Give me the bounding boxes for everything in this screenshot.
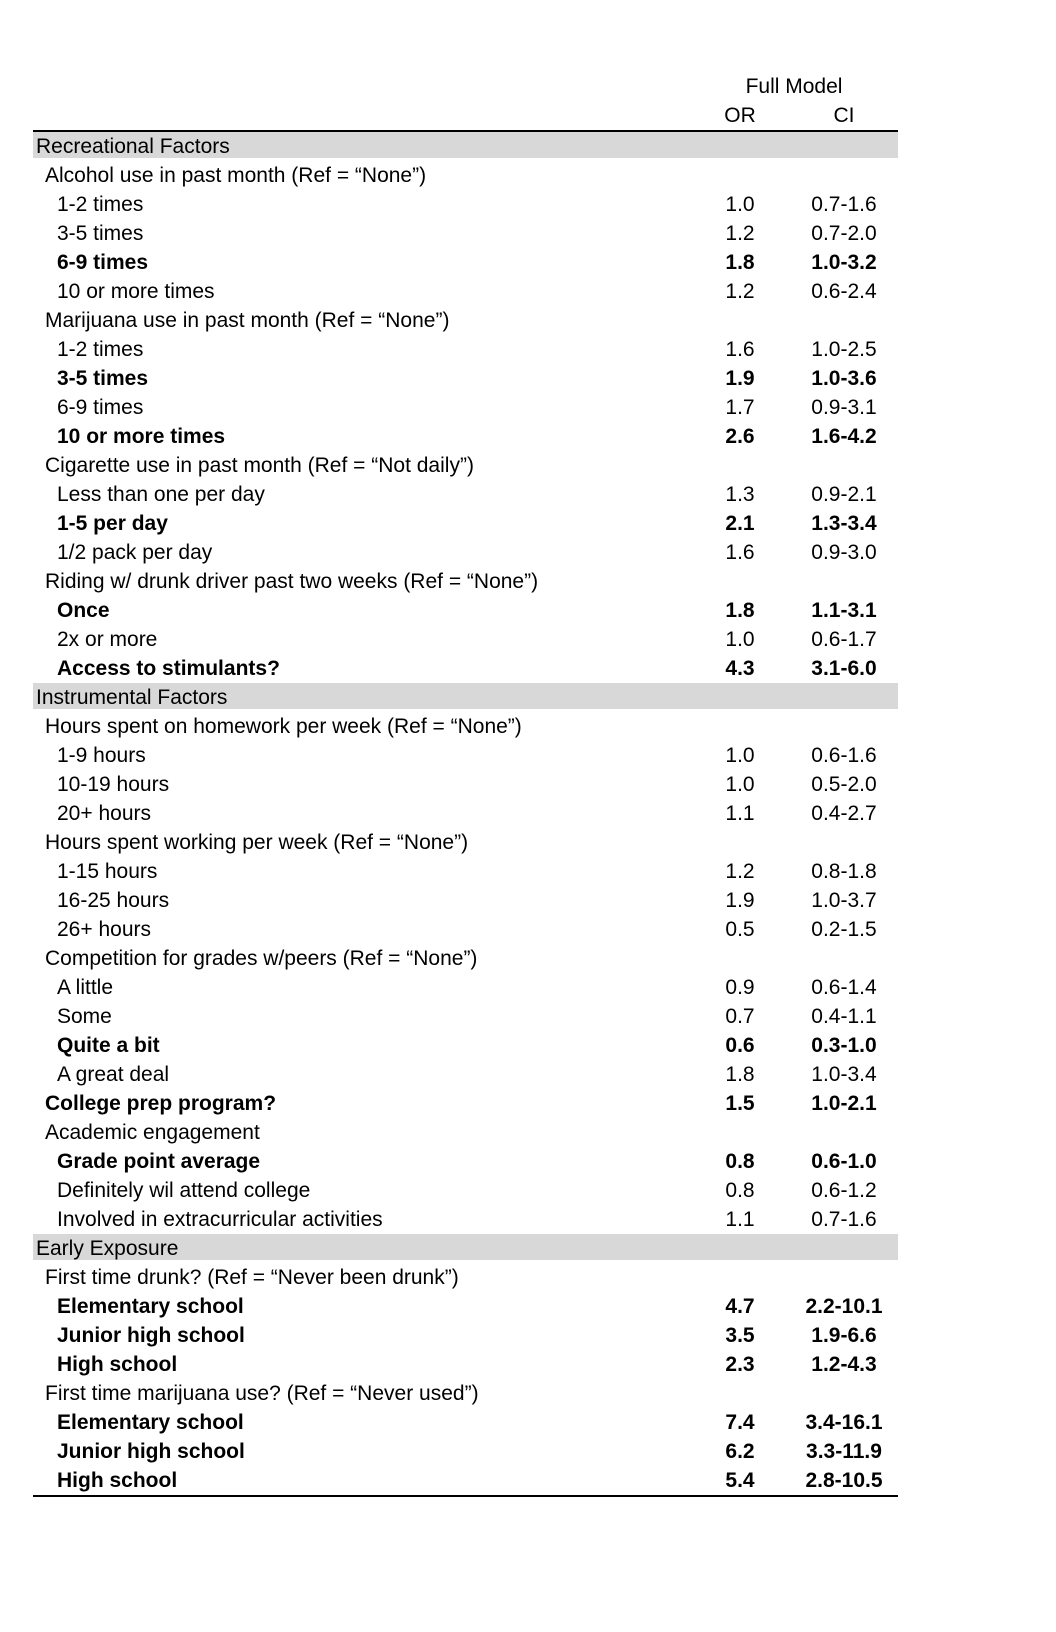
or-value: 0.7 [725, 1004, 755, 1028]
or-value: 1.9 [725, 888, 755, 912]
row-label: 1-2 times [57, 337, 144, 361]
row-label: Definitely wil attend college [57, 1178, 311, 1202]
row-label: 2x or more [57, 627, 158, 651]
row-label: Junior high school [57, 1323, 245, 1347]
table-row [33, 1205, 898, 1234]
table-row [33, 712, 898, 741]
ci-value: 1.0-2.5 [811, 337, 877, 361]
row-label: 1/2 pack per day [57, 540, 213, 564]
table-row [33, 1147, 898, 1176]
row-label: Involved in extracurricular activities [57, 1207, 383, 1231]
ci-value: 3.1-6.0 [811, 656, 877, 680]
full-model-odds-ratio-table [33, 72, 898, 1497]
or-value: 0.8 [725, 1178, 755, 1202]
table-row [33, 799, 898, 828]
ci-value: 1.1-3.1 [811, 598, 877, 622]
row-label: 10-19 hours [57, 772, 170, 796]
table-row [33, 1408, 898, 1437]
section-header-row [33, 683, 898, 712]
row-label: 20+ hours [57, 801, 151, 825]
table-row [33, 364, 898, 393]
row-label: Cigarette use in past month (Ref = “Not daily”) [45, 453, 474, 477]
ci-value: 1.0-3.7 [811, 888, 877, 912]
ci-value: 1.0-3.4 [811, 1062, 877, 1086]
table-row [33, 915, 898, 944]
row-label: 16-25 hours [57, 888, 170, 912]
or-value: 1.1 [725, 1207, 755, 1231]
row-label: Competition for grades w/peers (Ref = “None”) [45, 946, 478, 970]
or-value: 5.4 [725, 1468, 755, 1492]
or-value: 1.9 [725, 366, 755, 390]
table-row [33, 828, 898, 857]
table-row [33, 770, 898, 799]
row-label: Hours spent on homework per week (Ref = “None”) [45, 714, 522, 738]
or-value: 4.7 [725, 1294, 755, 1318]
row-label: 6-9 times [57, 250, 149, 274]
or-value: 0.9 [725, 975, 755, 999]
row-label: 1-9 hours [57, 743, 146, 767]
row-label: Hours spent working per week (Ref = “None”) [45, 830, 469, 854]
ci-value: 2.2-10.1 [805, 1294, 883, 1318]
row-label: Elementary school [57, 1294, 244, 1318]
table-row [33, 422, 898, 451]
or-value: 1.6 [725, 337, 755, 361]
or-value: 1.1 [725, 801, 755, 825]
table-row [33, 161, 898, 190]
table-row [33, 1466, 898, 1495]
table-row [33, 944, 898, 973]
ci-value: 0.8-1.8 [811, 859, 877, 883]
row-label: Once [57, 598, 110, 622]
row-label: 3-5 times [57, 366, 149, 390]
or-value: 1.2 [725, 859, 755, 883]
table-row [33, 538, 898, 567]
ci-value: 2.8-10.5 [805, 1468, 883, 1492]
table-row [33, 857, 898, 886]
row-label: Junior high school [57, 1439, 245, 1463]
table-row [33, 277, 898, 306]
ci-value: 0.9-2.1 [811, 482, 877, 506]
ci-value: 1.3-3.4 [811, 511, 877, 535]
row-label: Grade point average [57, 1149, 261, 1173]
row-label: Alcohol use in past month (Ref = “None”) [45, 163, 427, 187]
row-label: College prep program? [45, 1091, 277, 1115]
section-header-row [33, 1234, 898, 1263]
ci-value: 0.6-1.2 [811, 1178, 877, 1202]
ci-value: 3.3-11.9 [806, 1439, 882, 1463]
ci-value: 0.7-2.0 [811, 221, 877, 245]
row-label: A little [57, 975, 114, 999]
or-value: 1.5 [725, 1091, 755, 1115]
table-row [33, 1350, 898, 1379]
row-label: 10 or more times [57, 424, 226, 448]
or-value: 0.8 [725, 1149, 755, 1173]
table-row [33, 451, 898, 480]
ci-value: 0.7-1.6 [811, 1207, 877, 1231]
table-row [33, 1002, 898, 1031]
table-row [33, 596, 898, 625]
ci-value: 0.5-2.0 [811, 772, 877, 796]
table-row [33, 625, 898, 654]
table-row [33, 219, 898, 248]
ci-value: 1.9-6.6 [811, 1323, 877, 1347]
table-row [33, 509, 898, 538]
ci-value: 0.6-1.4 [811, 975, 877, 999]
ci-value: 0.7-1.6 [811, 192, 877, 216]
table-row [33, 1176, 898, 1205]
ci-value: 1.2-4.3 [811, 1352, 877, 1376]
table-row [33, 480, 898, 509]
ci-value: 0.9-3.1 [811, 395, 877, 419]
table-header [33, 72, 898, 132]
row-label: Marijuana use in past month (Ref = “None”) [45, 308, 450, 332]
ci-value: 0.6-2.4 [811, 279, 877, 303]
ci-value: 0.6-1.6 [811, 743, 877, 767]
ci-value: 0.9-3.0 [811, 540, 877, 564]
row-label: Access to stimulants? [57, 656, 280, 680]
model-header-row [33, 72, 898, 101]
or-value: 1.6 [725, 540, 755, 564]
table-row [33, 1292, 898, 1321]
ci-value: 0.4-2.7 [811, 801, 877, 825]
row-label: 1-2 times [57, 192, 144, 216]
table-row [33, 654, 898, 683]
row-label: Some [57, 1004, 112, 1028]
ci-value: 0.3-1.0 [811, 1033, 877, 1057]
row-label: Less than one per day [57, 482, 265, 506]
table-row [33, 306, 898, 335]
row-label: High school [57, 1468, 178, 1492]
row-label: 3-5 times [57, 221, 144, 245]
row-label: Academic engagement [45, 1120, 260, 1144]
or-value: 1.8 [725, 250, 755, 274]
table-row [33, 1437, 898, 1466]
ci-value: 3.4-16.1 [805, 1410, 883, 1434]
row-label: Instrumental Factors [36, 685, 228, 709]
or-column-header: OR [724, 103, 756, 127]
table-row [33, 335, 898, 364]
ci-value: 1.0-2.1 [811, 1091, 877, 1115]
or-value: 1.8 [725, 598, 755, 622]
table-row [33, 1263, 898, 1292]
row-label: 10 or more times [57, 279, 215, 303]
row-label: 26+ hours [57, 917, 151, 941]
table-row [33, 567, 898, 596]
row-label: High school [57, 1352, 178, 1376]
or-value: 1.0 [725, 772, 755, 796]
ci-value: 0.6-1.0 [811, 1149, 877, 1173]
table-row [33, 1060, 898, 1089]
row-label: Elementary school [57, 1410, 244, 1434]
table-row [33, 248, 898, 277]
model-column-group-header: Full Model [745, 74, 843, 98]
column-headers-row [33, 101, 898, 130]
table-row [33, 1089, 898, 1118]
or-value: 1.0 [725, 627, 755, 651]
row-label: Quite a bit [57, 1033, 160, 1057]
or-value: 1.7 [725, 395, 755, 419]
row-label: A great deal [57, 1062, 170, 1086]
row-label: 1-15 hours [57, 859, 158, 883]
table-row [33, 741, 898, 770]
or-value: 2.1 [725, 511, 755, 535]
table-row [33, 393, 898, 422]
ci-value: 1.0-3.2 [811, 250, 877, 274]
or-value: 1.0 [725, 192, 755, 216]
table-row [33, 886, 898, 915]
or-value: 3.5 [725, 1323, 755, 1347]
row-label: Recreational Factors [36, 134, 230, 158]
ci-column-header: CI [833, 103, 855, 127]
or-value: 4.3 [725, 656, 755, 680]
ci-value: 0.4-1.1 [811, 1004, 877, 1028]
or-value: 0.6 [725, 1033, 755, 1057]
row-label: 6-9 times [57, 395, 144, 419]
ci-value: 1.6-4.2 [811, 424, 877, 448]
or-value: 1.2 [725, 279, 755, 303]
row-label: Riding w/ drunk driver past two weeks (Ref = “None”) [45, 569, 539, 593]
table-row [33, 1379, 898, 1408]
ci-value: 1.0-3.6 [811, 366, 877, 390]
row-label: First time marijuana use? (Ref = “Never used”) [45, 1381, 479, 1405]
table-row [33, 190, 898, 219]
row-label: First time drunk? (Ref = “Never been drunk”) [45, 1265, 459, 1289]
or-value: 2.3 [725, 1352, 755, 1376]
section-header-row [33, 132, 898, 161]
ci-value: 0.6-1.7 [811, 627, 877, 651]
or-value: 6.2 [725, 1439, 755, 1463]
table-row [33, 1118, 898, 1147]
table-row [33, 1321, 898, 1350]
ci-value: 0.2-1.5 [811, 917, 877, 941]
or-value: 1.8 [725, 1062, 755, 1086]
or-value: 1.0 [725, 743, 755, 767]
or-value: 7.4 [725, 1410, 755, 1434]
table-row [33, 973, 898, 1002]
row-label: 1-5 per day [57, 511, 168, 535]
table-row [33, 1031, 898, 1060]
or-value: 2.6 [725, 424, 755, 448]
table-body [33, 132, 898, 1497]
or-value: 0.5 [725, 917, 755, 941]
row-label: Early Exposure [36, 1236, 179, 1260]
or-value: 1.3 [725, 482, 755, 506]
or-value: 1.2 [725, 221, 755, 245]
